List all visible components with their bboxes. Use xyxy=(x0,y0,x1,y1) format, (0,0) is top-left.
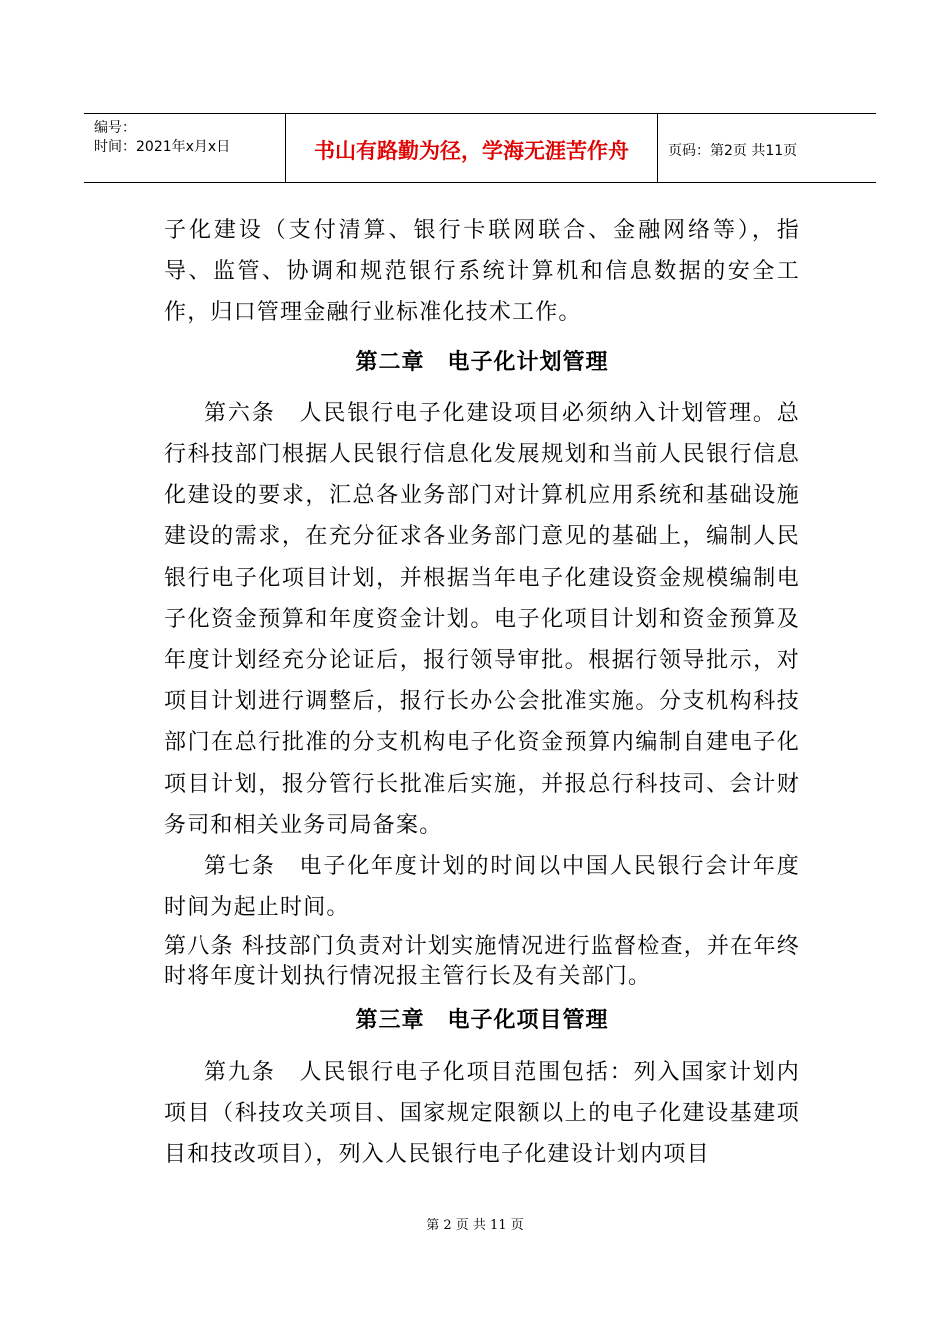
header-meta xyxy=(84,114,286,182)
article-7: 第七条 电子化年度计划的时间以中国人民银行会计年度时间为起止时间。 xyxy=(164,854,800,921)
article-6: 第六条 人民银行电子化建设项目必须纳入计划管理。总行科技部门根据人民银行信息化发展规划和当前人民银行信息化建设的要求，汇总各业务部门对计算机应用系统和基础设施建设的需求，在充分征求各业务部门意见的基础上，编制人民银行电子化项目计划，并根据当年电子化建设资金规模编制电子化资金预算和年度资金计划。电子化项目计划和资金预算及年度计划经充分论证后，报行领导审批。根据行领导批示，对项目计划进行调整后，报行长办公会批准实施。分支机构科技部门在总行批准的分支机构电子化资金预算内编制自建电子化项目计划，报分管行长批准后实施，并报总行科技司、会计财务司和相关业务司局备案。 xyxy=(164,400,800,838)
paragraph-continued: 子化建设（支付清算、银行卡联网联合、金融网络等），指导、监管、协调和规范银行系统计算机和信息数据的安全工作，归口管理金融行业标准化技术工作。 xyxy=(164,218,800,326)
article-8: 第八条 科技部门负责对计划实施情况进行监督检查，并在年终时将年度计划执行情况报主管行长及有关部门。 xyxy=(164,934,800,990)
chapter-heading-3: 第三章 电子化项目管理 xyxy=(355,1008,609,1034)
page-header xyxy=(84,113,876,183)
header-motto: 书山有路勤为径，学海无涯苦作舟 xyxy=(286,114,658,182)
document-time-label: 时间：2021年x月x日 xyxy=(94,139,231,155)
document-body xyxy=(164,210,800,1175)
article-9: 第九条 人民银行电子化项目范围包括：列入国家计划内项目（科技攻关项目、国家规定限额以上的电子化建设基建项目和技改项目），列入人民银行电子化建设计划内项目 xyxy=(164,1059,800,1168)
document-number-label: 编号： xyxy=(94,120,136,136)
chapter-heading-2: 第二章 电子化计划管理 xyxy=(355,349,609,375)
page-footer: 第 2 页 共 11 页 xyxy=(426,1218,524,1233)
header-page-info: 页码：第2页 共11页 xyxy=(668,143,798,159)
